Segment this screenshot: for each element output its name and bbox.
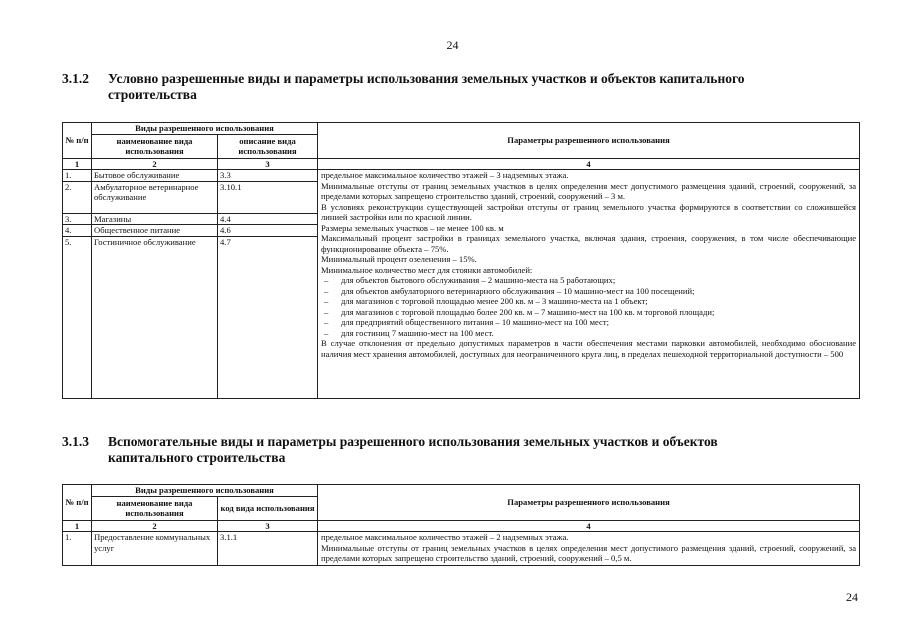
colnum-1: 1 — [63, 158, 92, 170]
param-line: Минимальные отступы от границ земельных участков в целях определения мест допустимого размещения зданий, строений, сооружений, за пределами которых запрещено строительство зданий, строений, сооружений – 0,5 м. — [321, 542, 857, 563]
header-desc: описание вида использования — [218, 134, 318, 158]
header-group: Виды разрешенного использования — [92, 485, 318, 497]
param-line: предельное максимальное количество этажей – 3 надземных этажа. — [321, 170, 569, 180]
row1-name: Бытовое обслуживание — [92, 170, 218, 182]
section-number: 3.1.2 — [62, 71, 89, 86]
header-code: код вида использования — [218, 496, 318, 520]
auxiliary-uses-table — [62, 484, 860, 566]
param-line: В условиях реконструкции существующей застройки отступы от границ земельного участка формируются в соответствии со сложившейся линией застройки или по красной линии. — [321, 201, 857, 222]
section-number: 3.1.3 — [62, 434, 89, 449]
parking-item: – для объектов амбулаторного ветеринарного обслуживания – 10 машино-мест на 100 посещений; — [321, 286, 856, 297]
param-line: Минимальный процент озеленения – 15%. — [321, 254, 477, 264]
section-title-line1: Вспомогательные виды и параметры разрешенного использования земельных участков и объектов — [108, 434, 718, 449]
row1-code: 3.1.1 — [218, 532, 318, 566]
colnum-2: 2 — [92, 520, 218, 532]
param-line: Размеры земельных участков – не менее 100 кв. м — [321, 222, 504, 233]
param-line: Минимальные отступы от границ земельных участков в целях определения мест допустимого размещения зданий, строений, сооружений, за пределами которых запрещено строительство зданий, строений, сооружений – 3 м. — [321, 180, 857, 201]
section-title-line2: капитального строительства — [108, 450, 286, 465]
row3-code: 4.4 — [218, 213, 318, 225]
param-line: Минимальное количество мест для стоянки автомобилей: — [321, 264, 533, 275]
colnum-3: 3 — [218, 520, 318, 532]
header-name: наименование вида использования — [92, 496, 218, 520]
header-group: Виды разрешенного использования — [92, 123, 318, 135]
parking-item: – для объектов бытового обслуживания – 2 машино-места на 5 работающих; — [321, 275, 856, 286]
params-cell — [318, 532, 860, 566]
row2-no: 2. — [63, 181, 92, 213]
row2-name: Амбулаторное ветеринарное обслуживание — [92, 181, 218, 213]
row4-name: Общественное питание — [92, 225, 218, 237]
param-line: предельное максимальное количество этажей – 2 надземных этажа. — [321, 532, 569, 542]
param-line: Максимальный процент застройки в границах земельного участка, включая здания, строения, сооружения, в том числе обеспечивающие функционирование объекта – 75%. — [321, 233, 857, 254]
header-name: наименование вида использования — [92, 134, 218, 158]
header-no: № п/п — [63, 485, 92, 521]
colnum-3: 3 — [218, 158, 318, 170]
section-heading-3-1-3 — [62, 434, 862, 468]
row4-no: 4. — [63, 225, 92, 237]
header-params: Параметры разрешенного использования — [318, 485, 860, 521]
row1-no: 1. — [63, 532, 92, 566]
section-title-line2: строительства — [108, 87, 197, 102]
row1-name: Предоставление коммунальных услуг — [92, 532, 218, 566]
row1-no: 1. — [63, 170, 92, 182]
row5-no: 5. — [63, 236, 92, 398]
row3-name: Магазины — [92, 213, 218, 225]
row3-no: 3. — [63, 213, 92, 225]
page-number-top: 24 — [446, 38, 459, 52]
parking-item: – для магазинов с торговой площадью более 200 кв. м – 7 машино-мест на 100 кв. м торговой площади; — [321, 307, 856, 318]
row2-code: 3.10.1 — [218, 181, 318, 213]
header-no: № п/п — [63, 123, 92, 159]
colnum-4: 4 — [318, 158, 860, 170]
section-heading-3-1-2 — [62, 71, 862, 105]
section-title-line1: Условно разрешенные виды и параметры использования земельных участков и объектов капитального — [108, 71, 745, 86]
row4-code: 4.6 — [218, 225, 318, 237]
colnum-4: 4 — [318, 520, 860, 532]
row1-code: 3.3 — [218, 170, 318, 182]
colnum-1: 1 — [63, 520, 92, 532]
param-closing: В случае отклонения от предельно допустимых параметров в части обеспечения местами парковки автомобилей, необходимо обоснование наличия мест хранения автомобилей, доступных для неограниченного круга лиц, в пределах пешеходной территориальной доступности – 500 — [321, 338, 857, 359]
conditional-uses-table — [62, 122, 860, 399]
page-number-bottom: 24 — [846, 590, 858, 604]
row5-code: 4.7 — [218, 236, 318, 398]
parking-item: – для предприятий общественного питания – 10 машино-мест на 100 мест; — [321, 317, 856, 328]
parking-item: – для магазинов с торговой площадью менее 200 кв. м – 3 машино-места на 1 объект; — [321, 296, 856, 307]
params-cell — [318, 170, 860, 399]
parking-item: – для гостиниц 7 машино-мест на 100 мест. — [321, 328, 856, 339]
colnum-2: 2 — [92, 158, 218, 170]
header-params: Параметры разрешенного использования — [318, 123, 860, 159]
row5-name: Гостиничное обслуживание — [92, 236, 218, 398]
